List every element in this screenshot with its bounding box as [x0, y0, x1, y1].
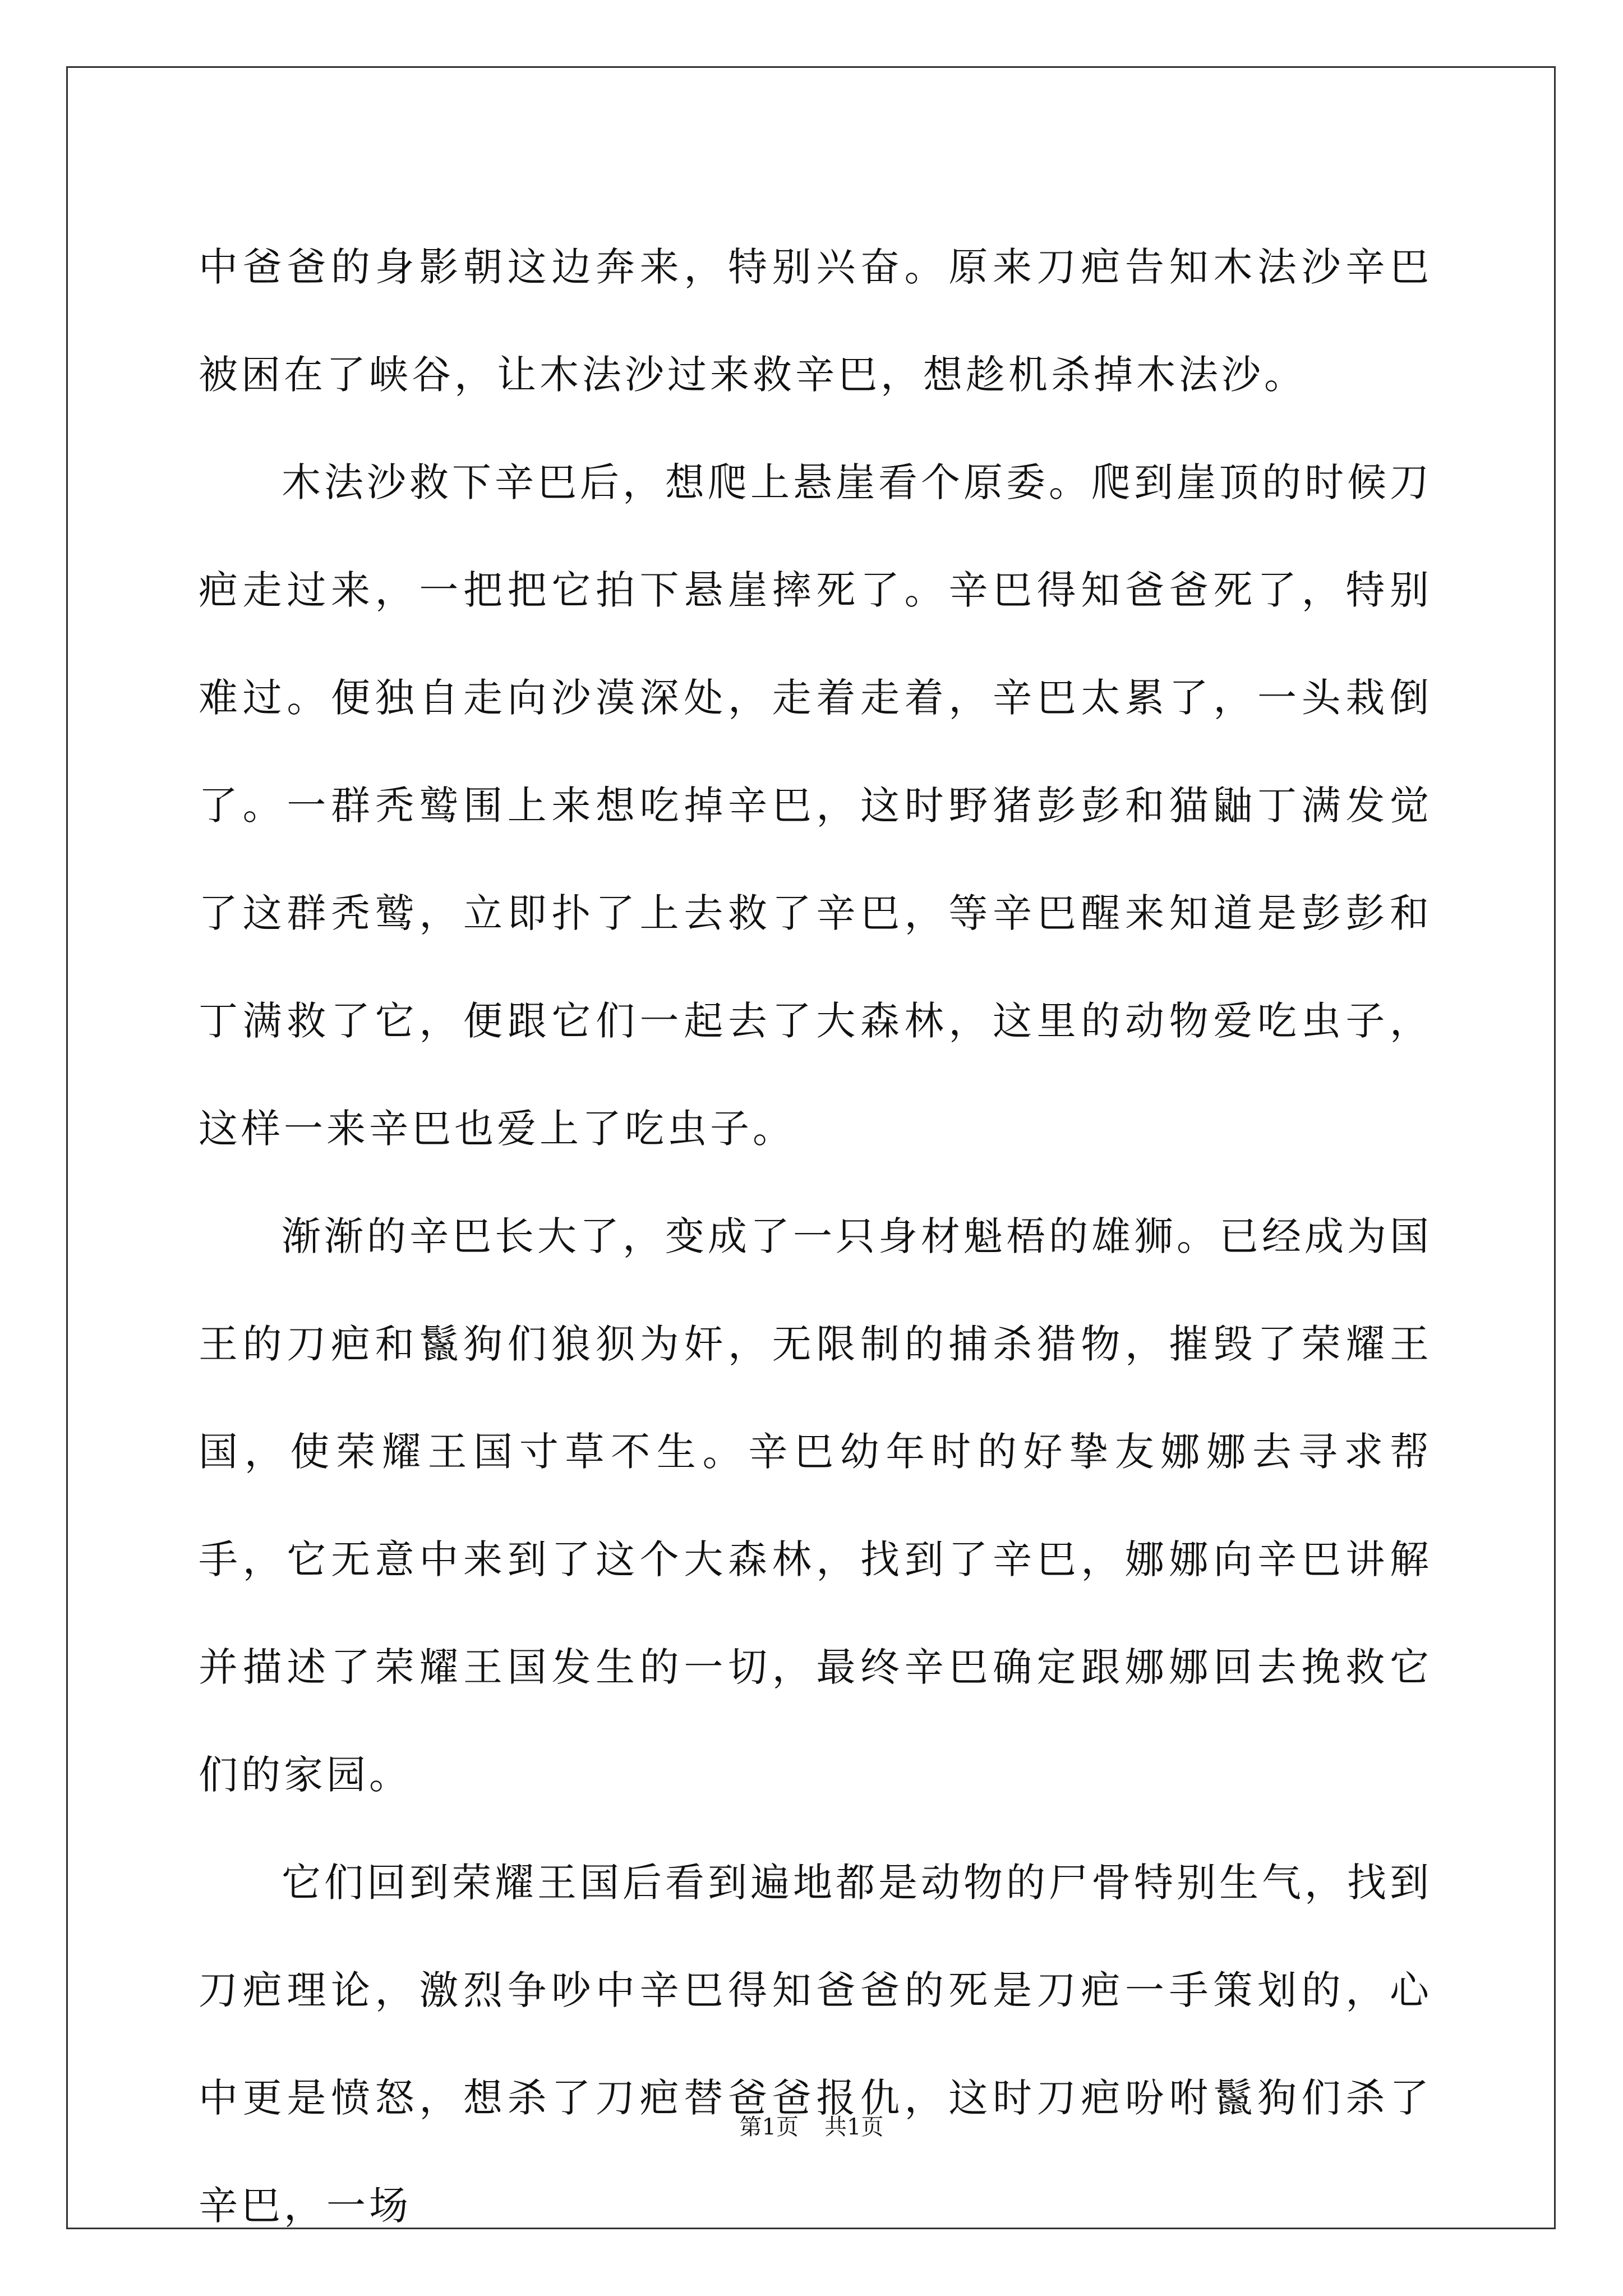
- document-body: [199, 213, 1432, 2260]
- paragraph-2: 木法沙救下辛巴后，想爬上悬崖看个原委。爬到崖顶的时候刀疤走过来，一把把它拍下悬崖摔死了。辛巴得知爸爸死了，特别难过。便独自走向沙漠深处，走着走着，辛巴太累了，一头栽倒了。一群秃鹫围上来想吃掉辛巴，这时野猪彭彭和猫鼬丁满发觉了这群秃鹫，立即扑了上去救了辛巴，等辛巴醒来知道是彭彭和丁满救了它，便跟它们一起去了大森林，这里的动物爱吃虫子，这样一来辛巴也爱上了吃虫子。: [199, 459, 1432, 1152]
- paragraph-3: 渐渐的辛巴长大了，变成了一只身材魁梧的雄狮。已经成为国王的刀疤和鬣狗们狼狈为奸，无限制的捕杀猎物，摧毁了荣耀王国，使荣耀王国寸草不生。辛巴幼年时的好挚友娜娜去寻求帮手，它无意中来到了这个大森林，找到了辛巴，娜娜向辛巴讲解并描述了荣耀王国发生的一切，最终辛巴确定跟娜娜回去挽救它们的家园。: [199, 1213, 1432, 1798]
- paragraph-4: 它们回到荣耀王国后看到遍地都是动物的尸骨特别生气，找到刀疤理论，激烈争吵中辛巴得知爸爸的死是刀疤一手策划的，心中更是愤怒，想杀了刀疤替爸爸报仇，这时刀疤吩咐鬣狗们杀了辛巴，一场: [199, 1860, 1432, 2229]
- page-number: 第1页: [739, 2114, 799, 2140]
- page-footer: [0, 2111, 1623, 2143]
- page-total: 共1页: [824, 2114, 884, 2140]
- paragraph-1: 中爸爸的身影朝这边奔来，特别兴奋。原来刀疤告知木法沙辛巴被困在了峡谷，让木法沙过来救辛巴，想趁机杀掉木法沙。: [199, 244, 1432, 398]
